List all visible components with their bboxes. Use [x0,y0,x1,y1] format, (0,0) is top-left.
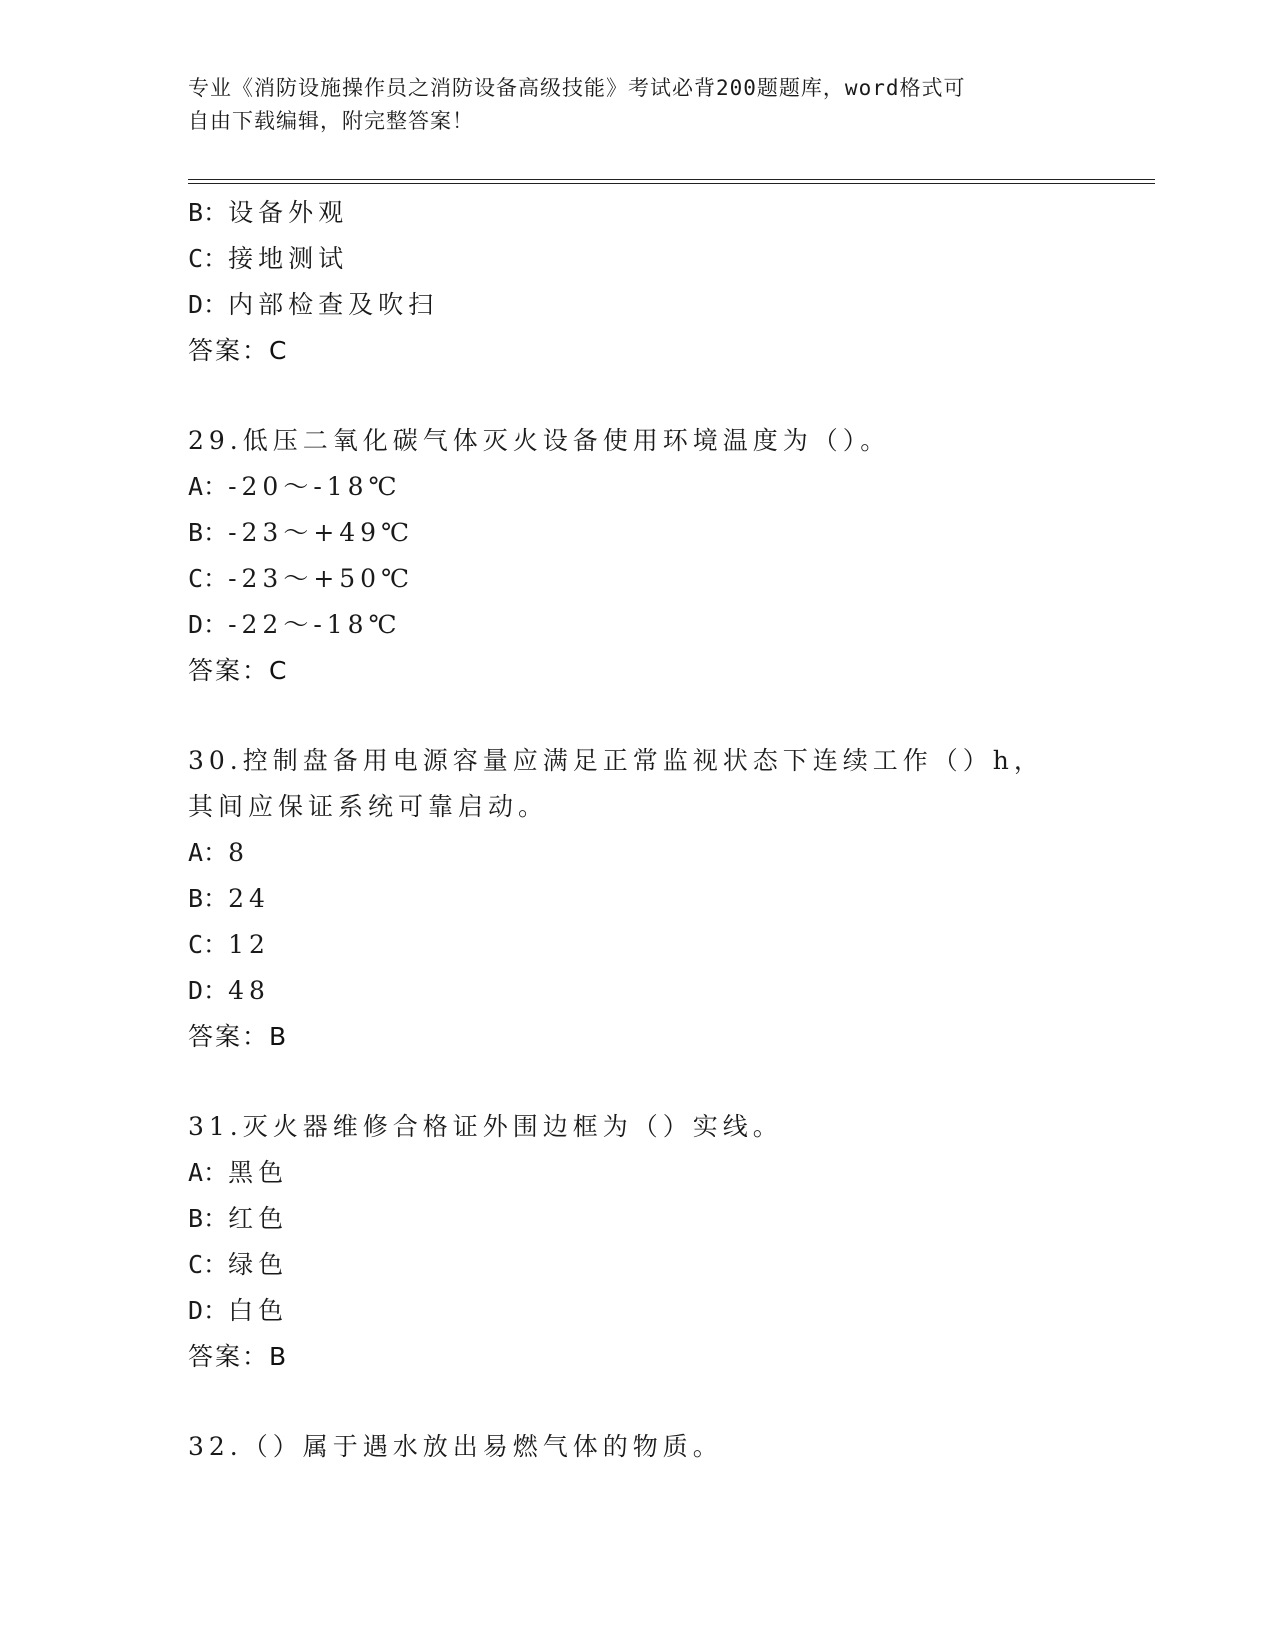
option-tag: A： [188,472,229,501]
document-body [188,190,1088,1470]
option-b [188,1196,1088,1242]
option-b [188,876,1088,922]
option-tag: B： [188,518,229,547]
option-text: 红色 [228,1204,289,1233]
option-text: -23～+49℃ [228,518,415,547]
answer-line: 答案：C [188,656,289,685]
option-text: 黑色 [228,1158,289,1187]
option-d [188,602,1088,648]
option-text: 内部检查及吹扫 [228,290,439,319]
header-line-2: 自由下载编辑，附完整答案！ [188,109,474,133]
option-c [188,556,1088,602]
option-c [188,236,1088,282]
option-tag: D： [188,976,229,1005]
option-text: 12 [228,930,270,959]
option-tag: C： [188,244,229,273]
option-b [188,190,1088,236]
question-31 [188,1104,1088,1380]
option-tag: A： [188,838,229,867]
option-text: 绿色 [228,1250,289,1279]
header-divider-bottom [188,183,1155,184]
option-tag: C： [188,1250,229,1279]
question-stem: 31.灭火器维修合格证外围边框为（）实线。 [188,1112,783,1141]
option-a [188,1150,1088,1196]
question-30 [188,738,1088,1060]
option-tag: C： [188,930,229,959]
question-32 [188,1424,1088,1470]
question-stem: 32.（）属于遇水放出易燃气体的物质。 [188,1432,723,1461]
option-tag: D： [188,610,229,639]
option-text: 24 [228,884,270,913]
option-c [188,1242,1088,1288]
option-text: -20～-18℃ [228,472,402,501]
option-a [188,830,1088,876]
option-tag: C： [188,564,229,593]
option-tag: B： [188,1204,229,1233]
option-text: 设备外观 [228,198,349,227]
header-line-1: 专业《消防设施操作员之消防设备高级技能》考试必背200题题库，word格式可 [188,76,966,100]
option-c [188,922,1088,968]
question-stem: 29.低压二氧化碳气体灭火设备使用环境温度为（）。 [188,426,891,455]
option-text: -22～-18℃ [228,610,402,639]
option-text: 接地测试 [228,244,349,273]
answer-line: 答案：B [188,1342,289,1371]
option-d [188,1288,1088,1334]
option-text: -23～+50℃ [228,564,415,593]
option-text: 白色 [228,1296,289,1325]
option-text: 48 [228,976,270,1005]
option-d [188,968,1088,1014]
option-tag: B： [188,198,229,227]
option-tag: D： [188,290,229,319]
header-divider-top [188,179,1155,180]
question-29 [188,418,1088,694]
option-d [188,282,1088,328]
partial-question-block [188,190,1088,374]
document-header [188,72,1068,138]
option-text: 8 [228,838,249,867]
question-stem: 30.控制盘备用电源容量应满足正常监视状态下连续工作（）h，其间应保证系统可靠启动。 [188,746,1044,821]
option-tag: B： [188,884,229,913]
option-a [188,464,1088,510]
option-b [188,510,1088,556]
answer-line: 答案：B [188,1022,289,1051]
option-tag: A： [188,1158,229,1187]
option-tag: D： [188,1296,229,1325]
answer-line: 答案：C [188,336,289,365]
